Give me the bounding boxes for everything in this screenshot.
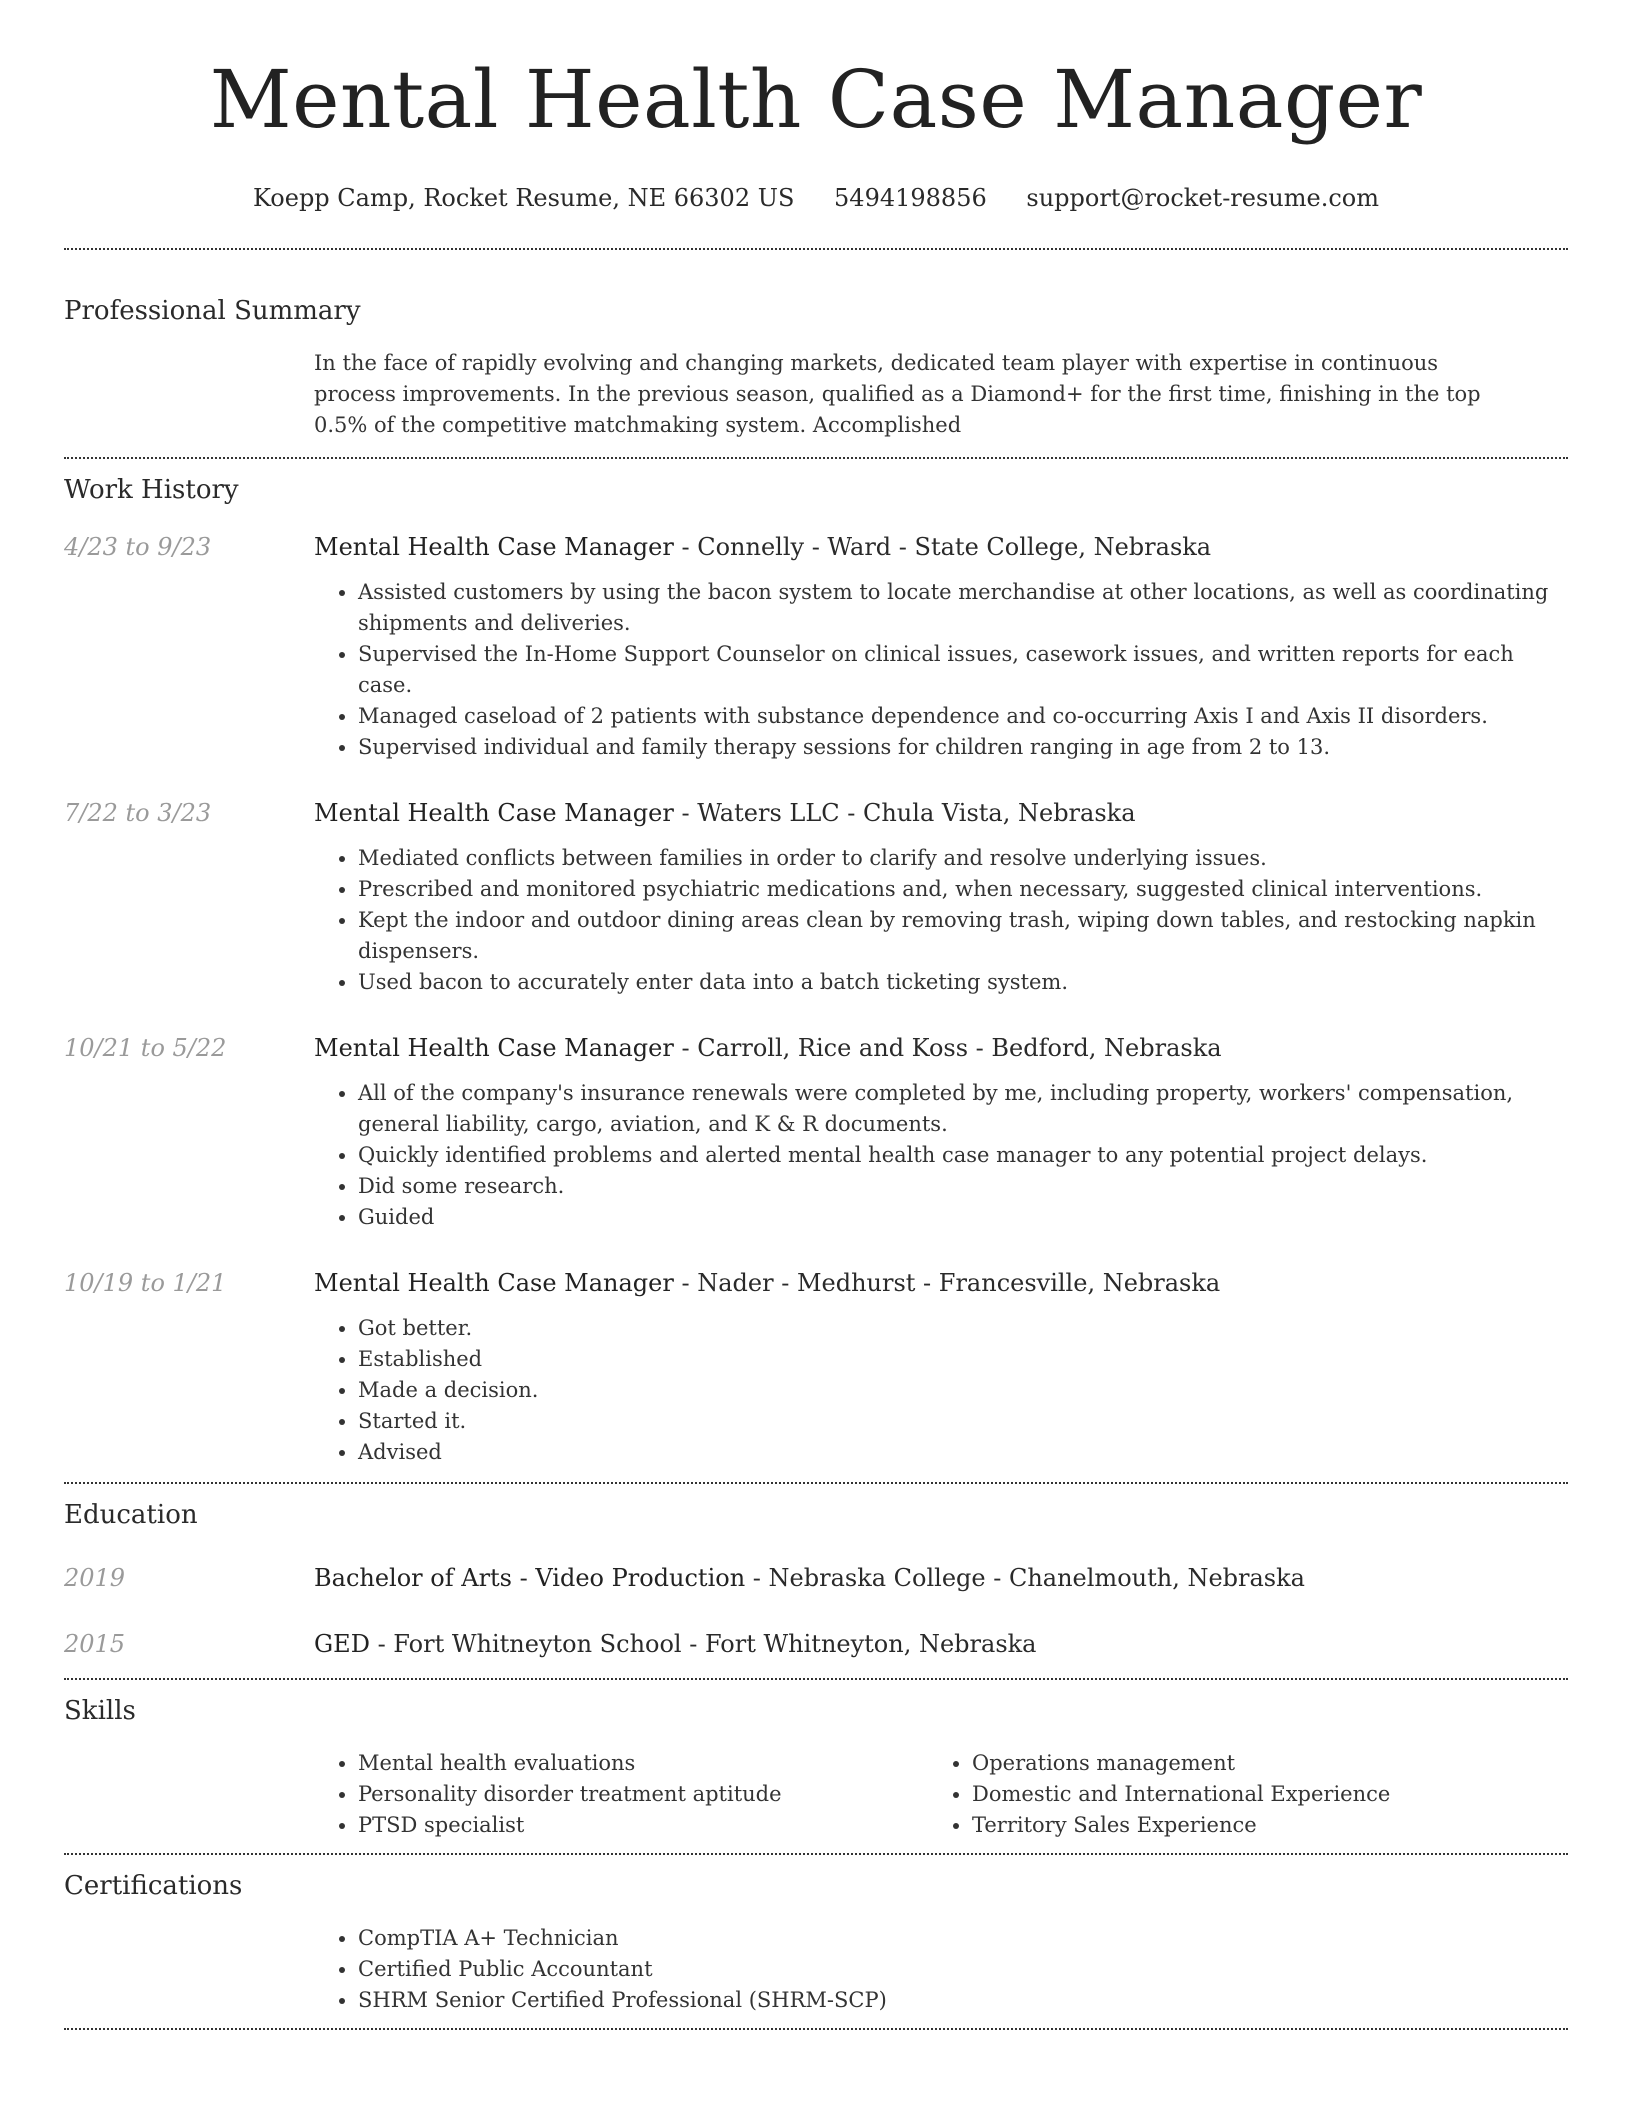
- job-bullet: • Got better.: [358, 1313, 1568, 1344]
- job-bullet: • All of the company's insurance renewals were completed by me, including property, workers' compensation, general liability, cargo, aviation, and K & R documents.: [358, 1078, 1568, 1140]
- job-employer: - Waters LLC - Chula Vista, Nebraska: [673, 799, 1136, 827]
- job-employer: - Carroll, Rice and Koss - Bedford, Nebraska: [673, 1034, 1222, 1062]
- job-bullet: • Started it.: [358, 1406, 1568, 1437]
- job-bullet: • Managed caseload of 2 patients with substance dependence and co-occurring Axis I and Axis II disorders.: [358, 701, 1568, 732]
- job-bullet: • Assisted customers by using the bacon system to locate merchandise at other locations, as well as coordinating shipments and deliveries.: [358, 577, 1568, 639]
- job-role: Mental Health Case Manager: [314, 533, 674, 561]
- job-bullets: [314, 1078, 1568, 1233]
- job-bullet: • Supervised the In-Home Support Counselor on clinical issues, casework issues, and written reports for each case.: [358, 639, 1568, 701]
- certifications-list-wrap: [314, 1923, 1568, 2016]
- job-bullet: • Advised: [358, 1437, 1568, 1468]
- education-degree: GED: [314, 1630, 370, 1658]
- job-title: [314, 1032, 1568, 1064]
- job-entry: [64, 797, 1568, 998]
- contact-phone: 5494198856: [834, 184, 987, 212]
- job-body: [314, 797, 1568, 998]
- job-dates: 7/22 to 3/23: [64, 799, 212, 827]
- job-dates: 10/21 to 5/22: [64, 1034, 227, 1062]
- job-dates: 4/23 to 9/23: [64, 533, 212, 561]
- certification-item: • CompTIA A+ Technician: [358, 1923, 1568, 1954]
- skills-list: [928, 1748, 1542, 1841]
- skills-divider: [64, 1853, 1568, 1855]
- skills-section: [64, 1694, 1568, 1841]
- education-year: 2015: [64, 1630, 126, 1658]
- job-bullets: [314, 1313, 1568, 1468]
- candidate-name: Mental Health Case Manager: [209, 53, 1423, 146]
- skills-list: [314, 1748, 928, 1841]
- work-divider: [64, 1482, 1568, 1484]
- job-bullet: • Established: [358, 1344, 1568, 1375]
- summary-divider: [64, 457, 1568, 459]
- job-body: [314, 1267, 1568, 1468]
- education-degree: Bachelor of Arts - Video Production: [314, 1564, 746, 1592]
- job-bullet: • Did some research.: [358, 1171, 1568, 1202]
- job-role: Mental Health Case Manager: [314, 1269, 674, 1297]
- skill-item: • Personality disorder treatment aptitude: [358, 1779, 928, 1810]
- job-bullets: [314, 843, 1568, 998]
- job-entry: [64, 1267, 1568, 1468]
- certifications-section: [64, 1869, 1568, 2016]
- work-history-heading: Work History: [64, 475, 239, 505]
- header-divider: [64, 248, 1568, 250]
- skills-heading: Skills: [64, 1696, 136, 1726]
- education-school: - Fort Whitneyton School - Fort Whitneyton, Nebraska: [369, 1630, 1037, 1658]
- education-entry: [64, 1562, 1568, 1594]
- job-body: [314, 531, 1568, 763]
- certifications-divider: [64, 2028, 1568, 2030]
- job-role: Mental Health Case Manager: [314, 799, 674, 827]
- job-dates: 10/19 to 1/21: [64, 1269, 227, 1297]
- education-section: [64, 1498, 1568, 1678]
- skill-item: • Mental health evaluations: [358, 1748, 928, 1779]
- work-history-section: [64, 473, 1568, 1482]
- education-school: - Nebraska College - Chanelmouth, Nebraska: [745, 1564, 1305, 1592]
- skill-item: • Operations management: [972, 1748, 1542, 1779]
- job-employer: - Connelly - Ward - State College, Nebraska: [673, 533, 1212, 561]
- education-title: [314, 1562, 1305, 1594]
- certifications-list: [314, 1923, 1568, 2016]
- job-title: [314, 797, 1568, 829]
- summary-heading: Professional Summary: [64, 296, 361, 326]
- contact-address: Koepp Camp, Rocket Resume, NE 66302 US: [253, 184, 795, 212]
- job-bullet: • Used bacon to accurately enter data into a batch ticketing system.: [358, 967, 1568, 998]
- job-entry: [64, 1032, 1568, 1233]
- job-body: [314, 1032, 1568, 1233]
- education-divider: [64, 1678, 1568, 1680]
- job-title: [314, 531, 1568, 563]
- job-entry: [64, 531, 1568, 763]
- skills-columns: [314, 1748, 1568, 1841]
- summary-text: In the face of rapidly evolving and changing markets, dedicated team player with expertise in continuous process improvements. In the previous season, qualified as a Diamond+ for the first time, finishing in the top 0.5% of the competitive matchmaking system. Accomplished: [314, 351, 1481, 437]
- education-heading: Education: [64, 1500, 198, 1530]
- summary-section: [64, 294, 1568, 441]
- job-employer: - Nader - Medhurst - Francesville, Nebraska: [673, 1269, 1221, 1297]
- certification-item: • SHRM Senior Certified Professional (SHRM-SCP): [358, 1985, 1568, 2016]
- skills-column-right: [928, 1748, 1542, 1841]
- job-role: Mental Health Case Manager: [314, 1034, 674, 1062]
- certification-item: • Certified Public Accountant: [358, 1954, 1568, 1985]
- job-bullet: • Made a decision.: [358, 1375, 1568, 1406]
- job-title: [314, 1267, 1568, 1299]
- job-bullet: • Mediated conflicts between families in order to clarify and resolve underlying issues.: [358, 843, 1568, 874]
- education-title: [314, 1628, 1037, 1660]
- education-year: 2019: [64, 1564, 126, 1592]
- job-bullet: • Prescribed and monitored psychiatric medications and, when necessary, suggested clinical interventions.: [358, 874, 1568, 905]
- skills-column-left: [314, 1748, 928, 1841]
- contact-line: [64, 182, 1568, 214]
- job-bullet: • Quickly identified problems and alerted mental health case manager to any potential project delays.: [358, 1140, 1568, 1171]
- education-entry: [64, 1628, 1568, 1660]
- skill-item: • Domestic and International Experience: [972, 1779, 1542, 1810]
- skill-item: • Territory Sales Experience: [972, 1810, 1542, 1841]
- job-bullet: • Supervised individual and family therapy sessions for children ranging in age from 2 to 13.: [358, 732, 1568, 763]
- job-bullets: [314, 577, 1568, 763]
- job-bullet: • Guided: [358, 1202, 1568, 1233]
- contact-email: support@rocket-resume.com: [1026, 184, 1379, 212]
- skill-item: • PTSD specialist: [358, 1810, 928, 1841]
- certifications-heading: Certifications: [64, 1871, 243, 1901]
- resume-header: [64, 0, 1568, 214]
- job-bullet: • Kept the indoor and outdoor dining areas clean by removing trash, wiping down tables, and restocking napkin dispensers.: [358, 905, 1568, 967]
